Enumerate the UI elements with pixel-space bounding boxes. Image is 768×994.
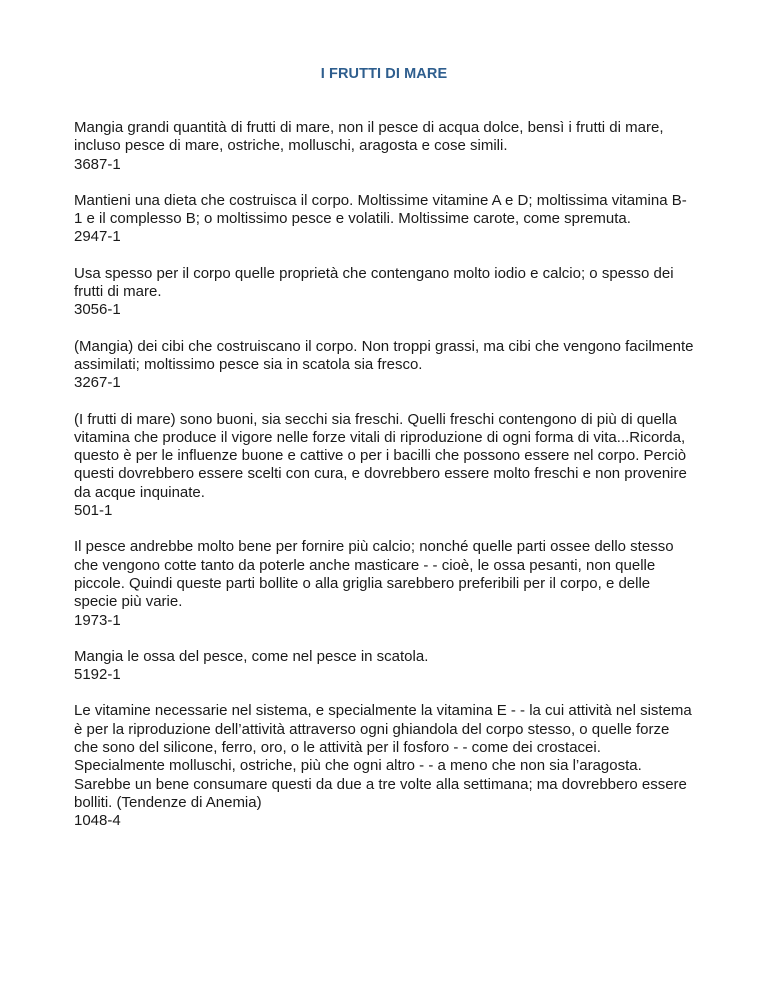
paragraph-text: Il pesce andrebbe molto bene per fornire più calcio; nonché quelle parti ossee dello stesso che vengono cotte tanto da poterle anche masticare - - cioè, le ossa pesanti, non quelle piccole. Quindi queste parti bollite o alla griglia sarebbero preferibili per il corpo, e delle specie più varie. [74,538,674,611]
paragraph-reference: 3267-1 [74,374,121,392]
paragraph [74,538,694,629]
document-title: I FRUTTI DI MARE [320,66,448,82]
paragraph-text: Usa spesso per il corpo quelle proprietà che contengano molto iodio e calcio; o spesso dei frutti di mare. [74,264,674,301]
paragraph-text: Mantieni una dieta che costruisca il corpo. Moltissime vitamine A e D; moltissima vitamina B-1 e il complesso B; o moltissimo pesce e volatili. Moltissime carote, come spremuta. [74,191,687,228]
paragraph-text: Mangia le ossa del pesce, come nel pesce in scatola. [74,647,429,665]
paragraph-reference: 3687-1 [74,155,121,173]
paragraph [74,119,694,174]
paragraph-reference: 1048-4 [74,812,121,830]
paragraph [74,192,694,247]
paragraph-reference: 2947-1 [74,228,121,246]
paragraph [74,338,694,393]
paragraph-text: (I frutti di mare) sono buoni, sia secchi sia freschi. Quelli freschi contengono di più di quella vitamina che produce il vigore nelle forze vitali di riproduzione di ogni forma di vita...Ricorda, questo è per le influenze buone e cattive o per i bacilli che possono essere nel corpo. Perciò questi dovrebbero essere scelti con cura, e dovrebbero essere molto freschi e non provenire da acque inquinate. [74,410,687,501]
paragraph [74,411,694,521]
paragraph-reference: 501-1 [74,502,113,520]
paragraph-text: Le vitamine necessarie nel sistema, e specialmente la vitamina E - - la cui attività nel sistema è per la riproduzione dell’attività attraverso ogni ghiandola del corpo stesso, o quelle forze che sono del silicone, ferro, oro, o le attività per il fosforo - - come dei crostacei. Specialmente molluschi, ostriche, più che ogni altro - - a meno che non sia l’aragosta. Sarebbe un bene consumare questi da due a tre volte alla settimana; ma dovrebbero essere bolliti. (Tendenze di Anemia) [74,702,692,811]
paragraph [74,702,694,830]
paragraph-reference: 1973-1 [74,611,121,629]
paragraph [74,648,694,685]
paragraph-reference: 3056-1 [74,301,121,319]
paragraph-text: (Mangia) dei cibi che costruiscano il corpo. Non troppi grassi, ma cibi che vengono facilmente assimilati; moltissimo pesce sia in scatola sia fresco. [74,337,694,373]
paragraph [74,265,694,320]
paragraph-text: Mangia grandi quantità di frutti di mare, non il pesce di acqua dolce, bensì i frutti di mare, incluso pesce di mare, ostriche, molluschi, aragosta e cose simili. [74,119,664,155]
paragraph-reference: 5192-1 [74,666,121,684]
